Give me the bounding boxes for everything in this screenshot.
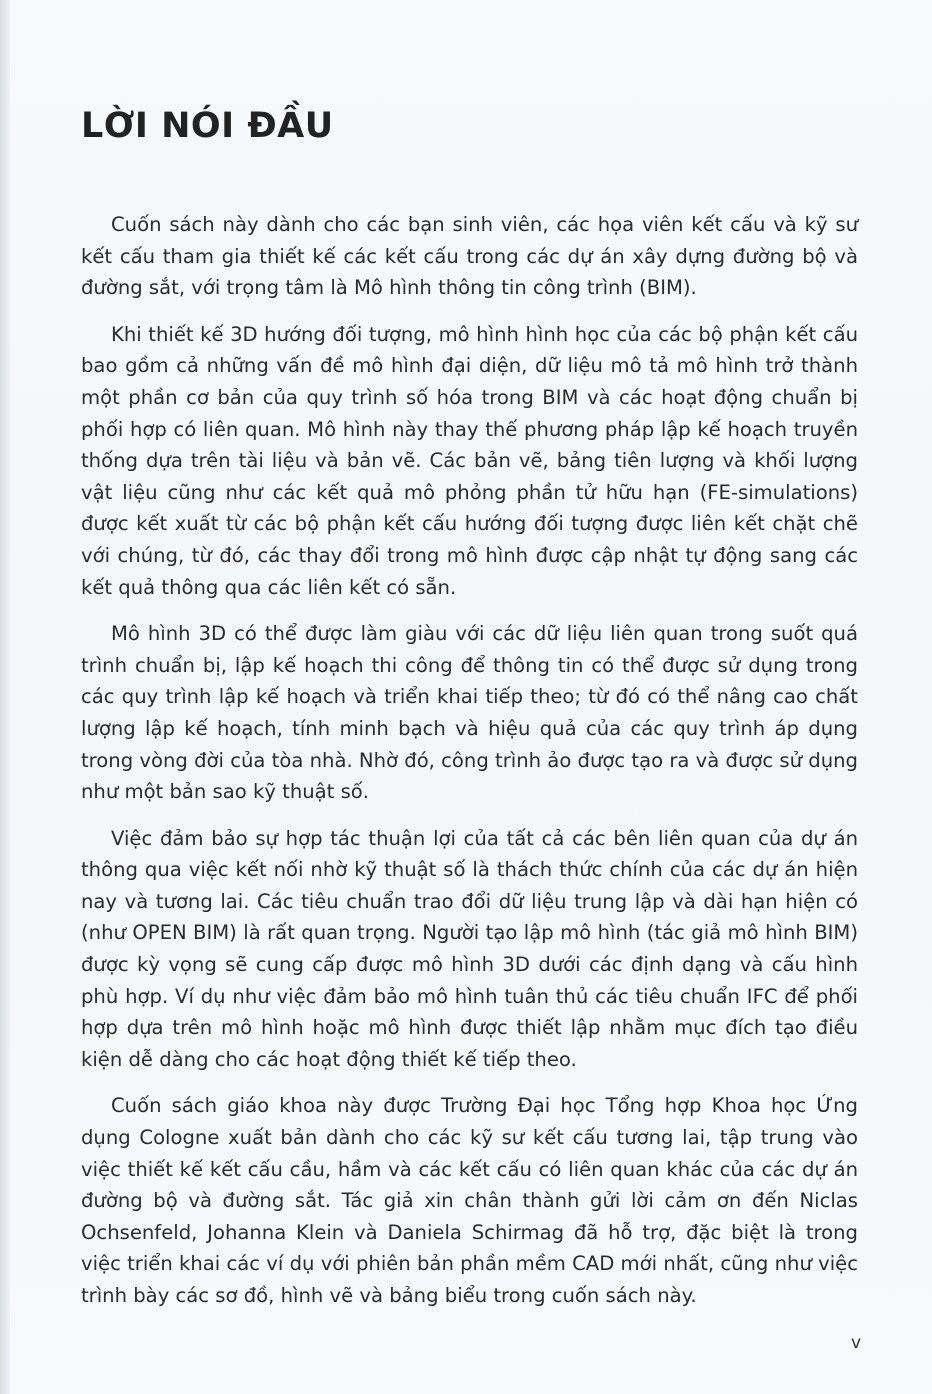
paragraph-3: Mô hình 3D có thể được làm giàu với các dữ liệu liên quan trong suốt quá trình chuẩn bị, lập kế hoạch thi công để thông tin có thể được sử dụng trong các quy trình lập kế hoạch và triển khai tiếp theo; từ đó có thể nâng cao chất lượng lập kế hoạch, tính minh bạch và hiệu quả của các quy trình áp dụng trong vòng đời của tòa nhà. Nhờ đó, công trình ảo được tạo ra và được sử dụng như một bản sao kỹ thuật số. <box>81 622 858 804</box>
paragraph-1: Cuốn sách này dành cho các bạn sinh viên, các họa viên kết cấu và kỹ sư kết cấu tham gia thiết kế các kết cấu trong các dự án xây dựng đường bộ và đường sắt, với trọng tâm là Mô hình thông tin công trình (BIM). <box>81 213 858 300</box>
body-text <box>81 209 858 1327</box>
page-gutter-shadow <box>0 0 10 1394</box>
page-heading: LỜI NÓI ĐẦU <box>81 106 334 146</box>
paragraph-4: Việc đảm bảo sự hợp tác thuận lợi của tất cả các bên liên quan của dự án thông qua việc kết nối nhờ kỹ thuật số là thách thức chính của các dự án hiện nay và tương lai. Các tiêu chuẩn trao đổi dữ liệu trung lập và dài hạn hiện có (như OPEN BIM) là rất quan trọng. Người tạo lập mô hình (tác giả mô hình BIM) được kỳ vọng sẽ cung cấp được mô hình 3D dưới các định dạng và cấu hình phù hợp. Ví dụ như việc đảm bảo mô hình tuân thủ các tiêu chuẩn IFC để phối hợp dựa trên mô hình hoặc mô hình được thiết lập nhằm mục đích tạo điều kiện dễ dàng cho các hoạt động thiết kế tiếp theo. <box>81 826 858 1071</box>
page-number: v <box>851 1333 862 1353</box>
paragraph-5: Cuốn sách giáo khoa này được Trường Đại học Tổng hợp Khoa học Ứng dụng Cologne xuất bản dành cho các kỹ sư kết cấu tương lai, tập trung vào việc thiết kế kết cấu cầu, hầm và các kết cấu có liên quan khác của các dự án đường bộ và đường sắt. Tác giả xin chân thành gửi lời cảm ơn đến Niclas Ochsenfeld, Johanna Klein và Daniela Schirmag đã hỗ trợ, đặc biệt là trong việc triển khai các ví dụ với phiên bản phần mềm CAD mới nhất, cũng như việc trình bày các sơ đồ, hình vẽ và bảng biểu trong cuốn sách này. <box>81 1094 858 1307</box>
paragraph-2: Khi thiết kế 3D hướng đối tượng, mô hình hình học của các bộ phận kết cấu bao gồm cả những vấn đề mô hình đại diện, dữ liệu mô tả mô hình trở thành một phần cơ bản của quy trình số hóa trong BIM và các hoạt động chuẩn bị phối hợp có liên quan. Mô hình này thay thế phương pháp lập kế hoạch truyền thống dựa trên tài liệu và bản vẽ. Các bản vẽ, bảng tiên lượng và khối lượng vật liệu cũng như các kết quả mô phỏng phần tử hữu hạn (FE-simulations) được kết xuất từ các bộ phận kết cấu hướng đối tượng được liên kết chặt chẽ với chúng, từ đó, các thay đổi trong mô hình được cập nhật tự động sang các kết quả thông qua các liên kết có sẵn. <box>81 322 858 599</box>
